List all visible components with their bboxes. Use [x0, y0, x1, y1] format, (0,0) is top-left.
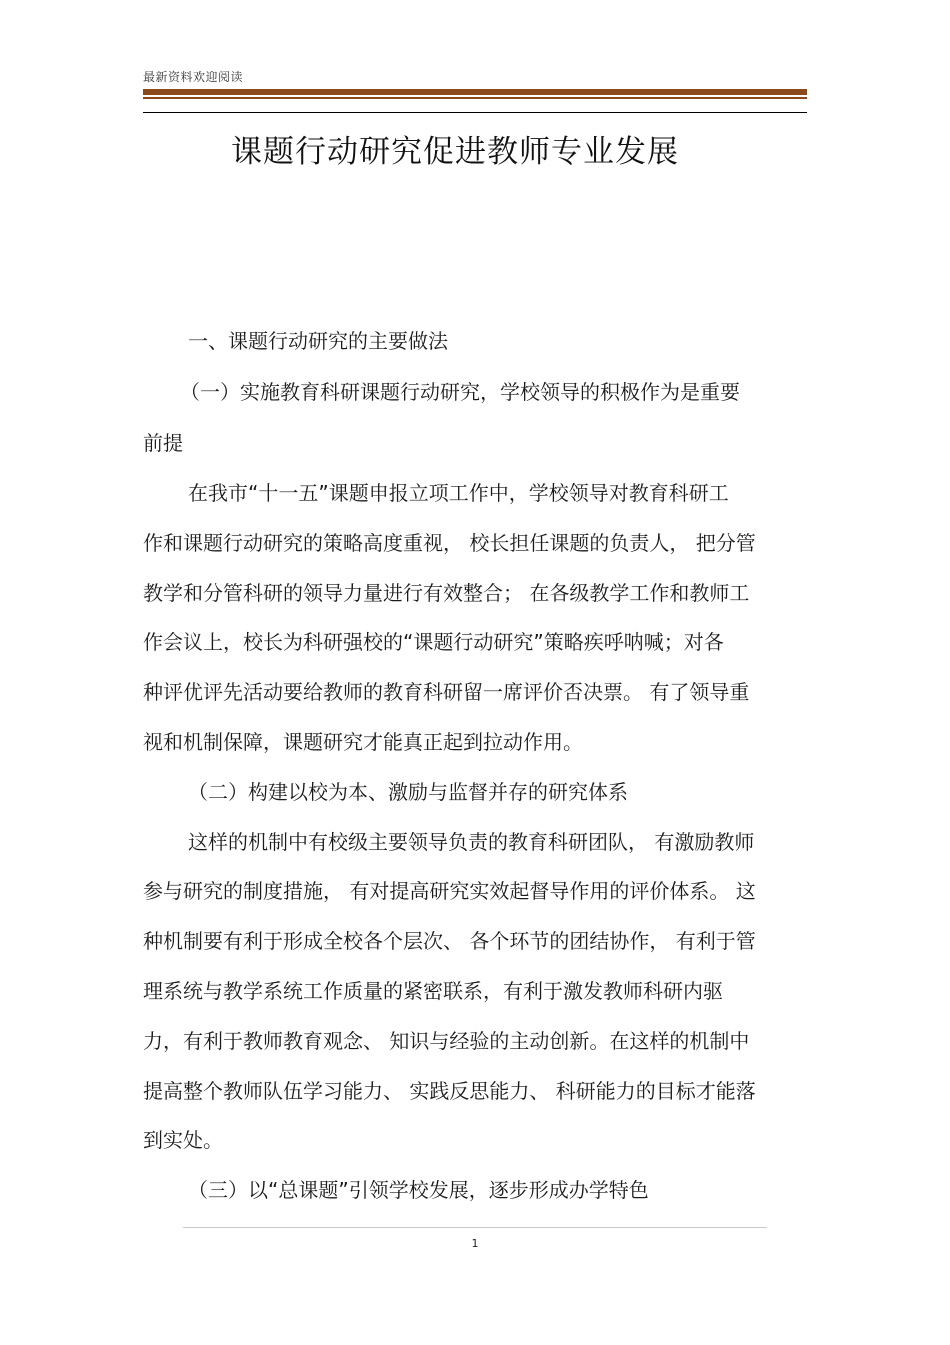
subheading-2: （二）构建以校为本、激励与监督并存的研究体系	[188, 780, 628, 804]
paragraph-line: 力，有利于教师教育观念、 知识与经验的主动创新。在这样的机制中	[143, 1029, 750, 1053]
paragraph-line: 在我市“十一五”课题申报立项工作中，学校领导对教育科研工	[188, 481, 729, 505]
paragraph-line: 到实处。	[143, 1128, 223, 1152]
paragraph-line: 这样的机制中有校级主要领导负责的教育科研团队， 有激励教师	[188, 830, 755, 854]
document-title: 课题行动研究促进教师专业发展	[231, 134, 679, 170]
paragraph-line: 参与研究的制度措施， 有对提高研究实效起督导作用的评价体系。 这	[143, 879, 756, 903]
subheading-1: （一）实施教育科研课题行动研究，学校领导的积极作为是重要	[180, 380, 740, 404]
paragraph-line: 种机制要有利于形成全校各个层次、 各个环节的团结协作， 有利于管	[143, 929, 756, 953]
header-note: 最新资料欢迎阅读	[143, 70, 244, 84]
header-rule-thick	[143, 89, 807, 95]
paragraph-line: 理系统与教学系统工作质量的紧密联系，有利于激发教师科研内驱	[143, 979, 723, 1003]
section-heading-1: 一、课题行动研究的主要做法	[188, 329, 448, 353]
footer-rule	[183, 1227, 767, 1228]
paragraph-line: 提高整个教师队伍学习能力、 实践反思能力、 科研能力的目标才能落	[143, 1079, 756, 1103]
header-rule-thin	[143, 97, 807, 99]
paragraph-line: 种评优评先活动要给教师的教育科研留一席评价否决票。 有了领导重	[143, 680, 750, 704]
paragraph-line: 作和课题行动研究的策略高度重视， 校长担任课题的负责人， 把分管	[143, 531, 756, 555]
subheading-3: （三）以“总课题”引领学校发展，逐步形成办学特色	[188, 1178, 649, 1202]
paragraph-line: 作会议上，校长为科研强校的“课题行动研究”策略疾呼呐喊；对各	[143, 630, 724, 654]
paragraph-line: 视和机制保障，课题研究才能真正起到拉动作用。	[143, 730, 583, 754]
paragraph-line: 教学和分管科研的领导力量进行有效整合； 在各级教学工作和教师工	[143, 581, 750, 605]
header-rule-black	[143, 112, 807, 113]
page-number: 1	[471, 1237, 479, 1250]
subheading-1-cont: 前提	[143, 431, 183, 455]
